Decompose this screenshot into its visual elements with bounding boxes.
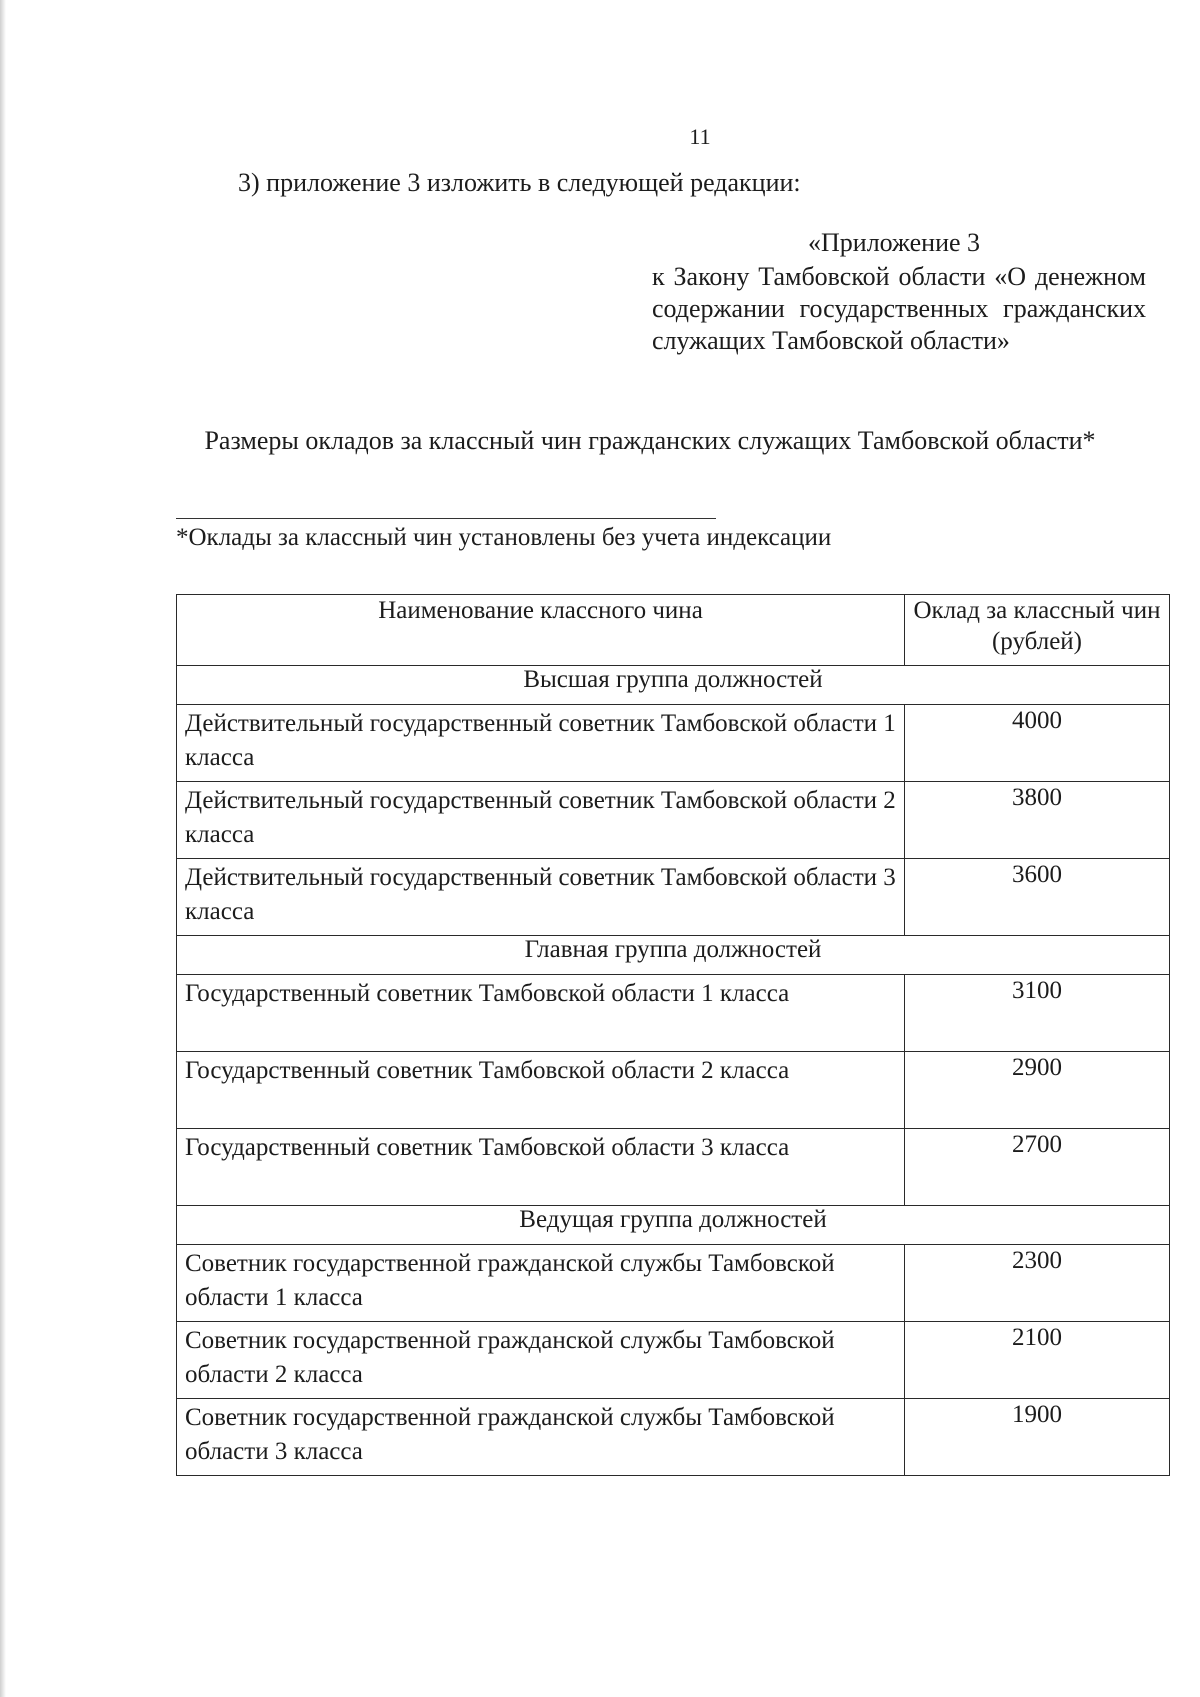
class-name-cell: Советник государственной гражданской службы Тамбовской области 3 класса bbox=[177, 1399, 905, 1476]
appendix-reference: к Закону Тамбовской области «О денежном содержании государственных гражданских служащих Тамбовской области» bbox=[652, 262, 1146, 355]
class-name-cell: Действительный государственный советник Тамбовской области 3 класса bbox=[177, 859, 905, 936]
group-row bbox=[177, 936, 1170, 975]
table-row bbox=[177, 1399, 1170, 1476]
table-row bbox=[177, 1245, 1170, 1322]
document-title: Размеры окладов за классный чин гражданских служащих Тамбовской области* bbox=[204, 426, 1096, 455]
class-name-cell: Государственный советник Тамбовской области 1 класса bbox=[177, 975, 905, 1052]
table-header-row bbox=[177, 595, 1170, 666]
salary-table bbox=[176, 594, 1170, 1476]
table-row bbox=[177, 859, 1170, 936]
salary-cell: 2900 bbox=[905, 1052, 1170, 1129]
class-name-cell: Действительный государственный советник Тамбовской области 2 класса bbox=[177, 782, 905, 859]
table-row bbox=[177, 1052, 1170, 1129]
scan-edge-shadow bbox=[0, 0, 6, 1697]
salary-cell: 2700 bbox=[905, 1129, 1170, 1206]
group-row bbox=[177, 666, 1170, 705]
salary-cell: 2100 bbox=[905, 1322, 1170, 1399]
table-row bbox=[177, 705, 1170, 782]
group-name: Главная группа должностей bbox=[177, 936, 1170, 975]
footnote: *Оклады за классный чин установлены без учета индексации bbox=[176, 524, 832, 551]
page-number: 11 bbox=[689, 124, 711, 149]
group-name: Ведущая группа должностей bbox=[177, 1206, 1170, 1245]
class-name-cell: Советник государственной гражданской службы Тамбовской области 2 класса bbox=[177, 1322, 905, 1399]
table-row bbox=[177, 1322, 1170, 1399]
class-name-cell: Государственный советник Тамбовской области 3 класса bbox=[177, 1129, 905, 1206]
class-name-cell: Советник государственной гражданской службы Тамбовской области 1 класса bbox=[177, 1245, 905, 1322]
table-row bbox=[177, 782, 1170, 859]
salary-cell: 2300 bbox=[905, 1245, 1170, 1322]
header-salary: Оклад за классный чин (рублей) bbox=[905, 595, 1170, 666]
group-row bbox=[177, 1206, 1170, 1245]
header-class-name: Наименование классного чина bbox=[177, 595, 905, 666]
table-row bbox=[177, 1129, 1170, 1206]
footnote-divider bbox=[176, 518, 716, 519]
amendment-intro: 3) приложение 3 изложить в следующей редакции: bbox=[238, 168, 801, 197]
appendix-title: «Приложение 3 bbox=[808, 228, 981, 257]
salary-cell: 3800 bbox=[905, 782, 1170, 859]
class-name-cell: Действительный государственный советник Тамбовской области 1 класса bbox=[177, 705, 905, 782]
salary-cell: 4000 bbox=[905, 705, 1170, 782]
table-row bbox=[177, 975, 1170, 1052]
salary-cell: 3600 bbox=[905, 859, 1170, 936]
class-name-cell: Государственный советник Тамбовской области 2 класса bbox=[177, 1052, 905, 1129]
salary-cell: 1900 bbox=[905, 1399, 1170, 1476]
group-name: Высшая группа должностей bbox=[177, 666, 1170, 705]
salary-cell: 3100 bbox=[905, 975, 1170, 1052]
